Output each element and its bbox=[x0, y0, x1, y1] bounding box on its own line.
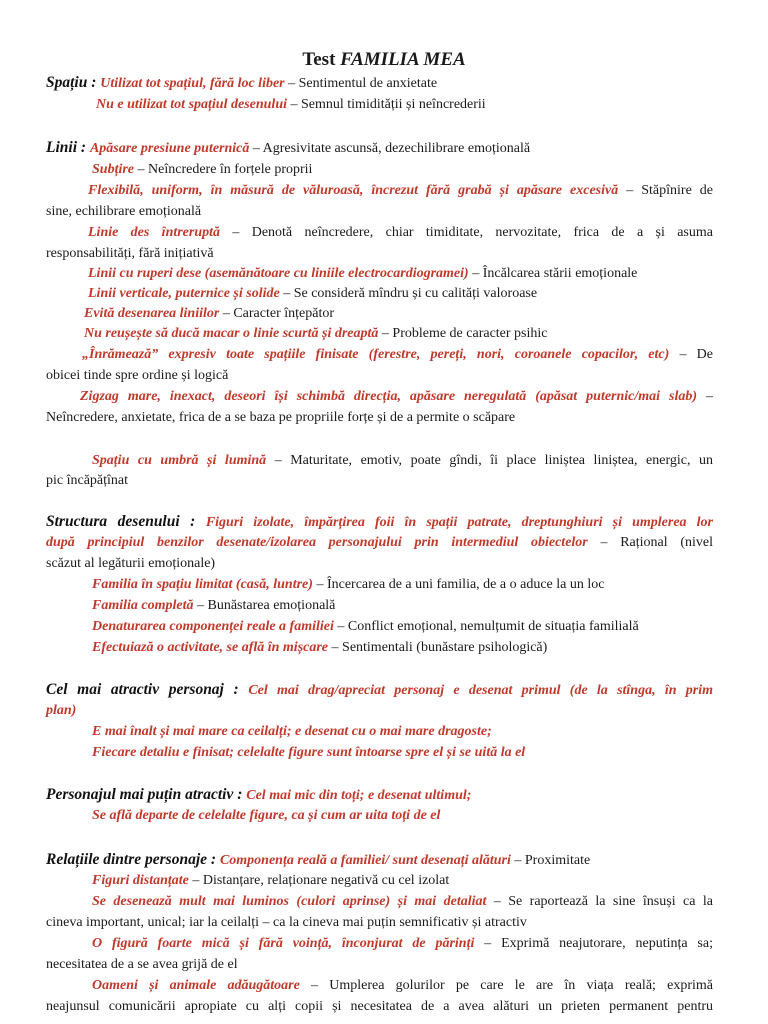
criterion-text: plan) bbox=[46, 703, 77, 718]
interpretation-text: responsabilități, fără inițiativă bbox=[46, 246, 214, 261]
heading-separator: : bbox=[179, 513, 206, 530]
section-heading: Structura desenului bbox=[46, 513, 180, 530]
text-line bbox=[46, 512, 713, 533]
criterion-text: Utilizat tot spațiul, fără loc liber bbox=[100, 76, 285, 91]
interpretation-text: – Maturitate, emotiv, poate gîndi, îi place liniștea liniștea, energic, un bbox=[266, 453, 713, 468]
heading-separator: : bbox=[77, 139, 90, 156]
title-plain: Test bbox=[302, 49, 341, 70]
text-line bbox=[46, 554, 215, 574]
interpretation-text: obicei tinde spre ordine și logică bbox=[46, 368, 229, 383]
interpretation-text: – Se consideră mîndru și cu calități valoroase bbox=[279, 286, 538, 301]
interpretation-text: – Neîncredere în forțele proprii bbox=[134, 162, 313, 177]
interpretation-text: – Umplerea golurilor pe care le are în viața reală; exprimă bbox=[299, 978, 713, 993]
criterion-text: Linii cu ruperi dese (asemănătoare cu liniile electrocardiogramei) bbox=[88, 266, 469, 281]
criterion-text: Familia în spațiu limitat (casă, luntre) bbox=[92, 577, 313, 592]
text-line bbox=[92, 871, 449, 891]
text-line bbox=[84, 304, 334, 324]
criterion-text: „Înrămează” expresiv toate spațiile finisate (ferestre, pereți, nori, coroanele copacilor, etc) bbox=[82, 347, 670, 362]
interpretation-text: – Se raportează la sine însuși ca la bbox=[486, 894, 713, 909]
interpretation-text: – Sentimentul de anxietate bbox=[284, 76, 438, 91]
criterion-text: Spațiu cu umbră și lumină bbox=[92, 453, 267, 468]
text-line bbox=[92, 160, 312, 180]
criterion-text: Se află departe de celelalte figure, ca și cum ar uita toți de el bbox=[92, 808, 441, 823]
criterion-text: Flexibilă, uniform, în măsură de văluroasă, încrezut fără grabă și apăsare excesivă bbox=[88, 183, 619, 198]
heading-separator: : bbox=[207, 851, 220, 868]
interpretation-text: scăzut al legăturii emoționale) bbox=[46, 556, 216, 571]
criterion-text: Nu reușește să ducă macar o linie scurtă și dreaptă bbox=[84, 326, 379, 341]
section-heading: Relațiile dintre personaje bbox=[46, 851, 208, 868]
text-line bbox=[92, 976, 713, 996]
criterion-text: Zigzag mare, inexact, deseori își schimbă direcția, apăsare neregulată (apăsat puternic/mai slab) bbox=[80, 389, 698, 404]
text-line bbox=[92, 892, 713, 912]
text-line bbox=[92, 617, 639, 637]
text-line bbox=[92, 722, 492, 742]
interpretation-text: – Bunăstarea emoțională bbox=[193, 598, 336, 613]
interpretation-text: – Stăpînire de bbox=[618, 183, 713, 198]
interpretation-text: – bbox=[697, 389, 713, 404]
interpretation-text: – Exprimă neajutorare, neputința sa; bbox=[474, 936, 713, 951]
heading-separator: : bbox=[233, 786, 247, 803]
criterion-text: Linie des întreruptă bbox=[88, 225, 221, 240]
document-title bbox=[0, 48, 768, 72]
text-line bbox=[92, 451, 713, 471]
interpretation-text: pic încăpățînat bbox=[46, 473, 129, 488]
interpretation-text: – Încălcarea stării emoționale bbox=[468, 266, 638, 281]
text-line bbox=[46, 244, 214, 264]
text-line bbox=[46, 73, 437, 94]
text-line bbox=[46, 850, 590, 871]
text-line bbox=[88, 223, 713, 243]
criterion-text: Evită desenarea liniilor bbox=[84, 306, 220, 321]
interpretation-text: – De bbox=[669, 347, 714, 362]
text-line bbox=[92, 806, 440, 826]
text-line bbox=[46, 408, 515, 428]
interpretation-text: – Distanțare, relaționare negativă cu cel izolat bbox=[188, 873, 450, 888]
interpretation-text: – Probleme de caracter psihic bbox=[378, 326, 548, 341]
criterion-text: Figuri izolate, împărțirea foii în spații patrate, dreptunghiuri și umplerea lor bbox=[205, 515, 713, 530]
text-line bbox=[46, 138, 530, 159]
interpretation-text: – Denotă neîncredere, chiar timiditate, nervozitate, frica de a și asuma bbox=[220, 225, 713, 240]
text-line bbox=[84, 324, 548, 344]
text-line bbox=[82, 345, 713, 365]
interpretation-text: – Semnul timidității și neîncrederii bbox=[287, 97, 486, 112]
interpretation-text: Neîncredere, anxietate, frica de a se baza pe propriile forțe și de a permite o scăpare bbox=[46, 410, 516, 425]
text-line bbox=[96, 95, 486, 115]
text-line bbox=[46, 785, 471, 806]
text-line bbox=[88, 264, 637, 284]
criterion-text: Oameni și animale adăugătoare bbox=[92, 978, 300, 993]
interpretation-text: – Rațional (nivel bbox=[587, 535, 713, 550]
text-line bbox=[46, 471, 128, 491]
text-line bbox=[46, 533, 713, 553]
text-line bbox=[92, 638, 547, 658]
text-line bbox=[92, 743, 525, 763]
heading-separator: : bbox=[223, 681, 249, 698]
interpretation-text: sine, echilibrare emoțională bbox=[46, 204, 202, 219]
criterion-text: Figuri distanțate bbox=[92, 873, 189, 888]
criterion-text: O figură foarte mică și fără voință, înconjurat de părinți bbox=[92, 936, 475, 951]
criterion-text: Efectuiază o activitate, se află în mișcare bbox=[92, 640, 329, 655]
criterion-text: Componența reală a familiei/ sunt desenați alături bbox=[219, 853, 511, 868]
section-heading: Cel mai atractiv personaj bbox=[46, 681, 224, 698]
criterion-text: Denaturarea componenței reale a familiei bbox=[92, 619, 334, 634]
text-line bbox=[92, 934, 713, 954]
text-line bbox=[46, 366, 228, 386]
interpretation-text: cineva important, unical; iar la ceilalți – ca la cineva mai puțin semnificativ și atractiv bbox=[46, 915, 527, 930]
section-heading: Spațiu bbox=[46, 74, 88, 91]
text-line bbox=[46, 955, 238, 975]
criterion-text: după principiul benzilor desenate/izolarea personajului prin intermediul obiectelor bbox=[46, 535, 588, 550]
text-line bbox=[46, 997, 713, 1017]
interpretation-text: – Încercarea de a uni familia, de a o aduce la un loc bbox=[312, 577, 605, 592]
interpretation-text: – Conflict emoțional, nemulțumit de situația familială bbox=[333, 619, 639, 634]
interpretation-text: – Caracter înțepător bbox=[219, 306, 335, 321]
interpretation-text: – Proximitate bbox=[510, 853, 591, 868]
text-line bbox=[88, 284, 537, 304]
criterion-text: Linii verticale, puternice și solide bbox=[88, 286, 280, 301]
criterion-text: Se desenează mult mai luminos (culori aprinse) și mai detaliat bbox=[92, 894, 487, 909]
text-line bbox=[46, 202, 201, 222]
text-line bbox=[46, 701, 76, 721]
criterion-text: Subțire bbox=[92, 162, 135, 177]
text-line bbox=[92, 596, 335, 616]
criterion-text: Nu e utilizat tot spațiul desenului bbox=[96, 97, 287, 112]
interpretation-text: necesitatea de a se avea grijă de el bbox=[46, 957, 238, 972]
text-line bbox=[88, 181, 713, 201]
title-italic: FAMILIA MEA bbox=[340, 49, 466, 70]
section-heading: Personajul mai puțin atractiv bbox=[46, 786, 234, 803]
interpretation-text: neajunsul comunicării apropiate cu alți copii și necesitatea de a avea alături un prieten permanent pentru bbox=[46, 999, 713, 1014]
section-heading: Linii bbox=[46, 139, 78, 156]
text-line bbox=[46, 913, 527, 933]
interpretation-text: – Agresivitate ascunsă, dezechilibrare emoțională bbox=[249, 141, 531, 156]
criterion-text: E mai înalt și mai mare ca ceilalți; e desenat cu o mai mare dragoste; bbox=[92, 724, 492, 739]
criterion-text: Cel mai mic din toți; e desenat ultimul; bbox=[246, 788, 472, 803]
criterion-text: Fiecare detaliu e finisat; celelalte figure sunt întoarse spre el și se uită la el bbox=[92, 745, 526, 760]
text-line bbox=[46, 680, 713, 701]
interpretation-text: – Sentimentali (bunăstare psihologică) bbox=[328, 640, 548, 655]
criterion-text: Familia completă bbox=[92, 598, 194, 613]
heading-separator: : bbox=[87, 74, 101, 91]
text-line bbox=[92, 575, 604, 595]
criterion-text: Cel mai drag/apreciat personaj e desenat primul (de la stînga, în prim bbox=[248, 683, 713, 698]
text-line bbox=[80, 387, 713, 407]
criterion-text: Apăsare presiune puternică bbox=[89, 141, 250, 156]
